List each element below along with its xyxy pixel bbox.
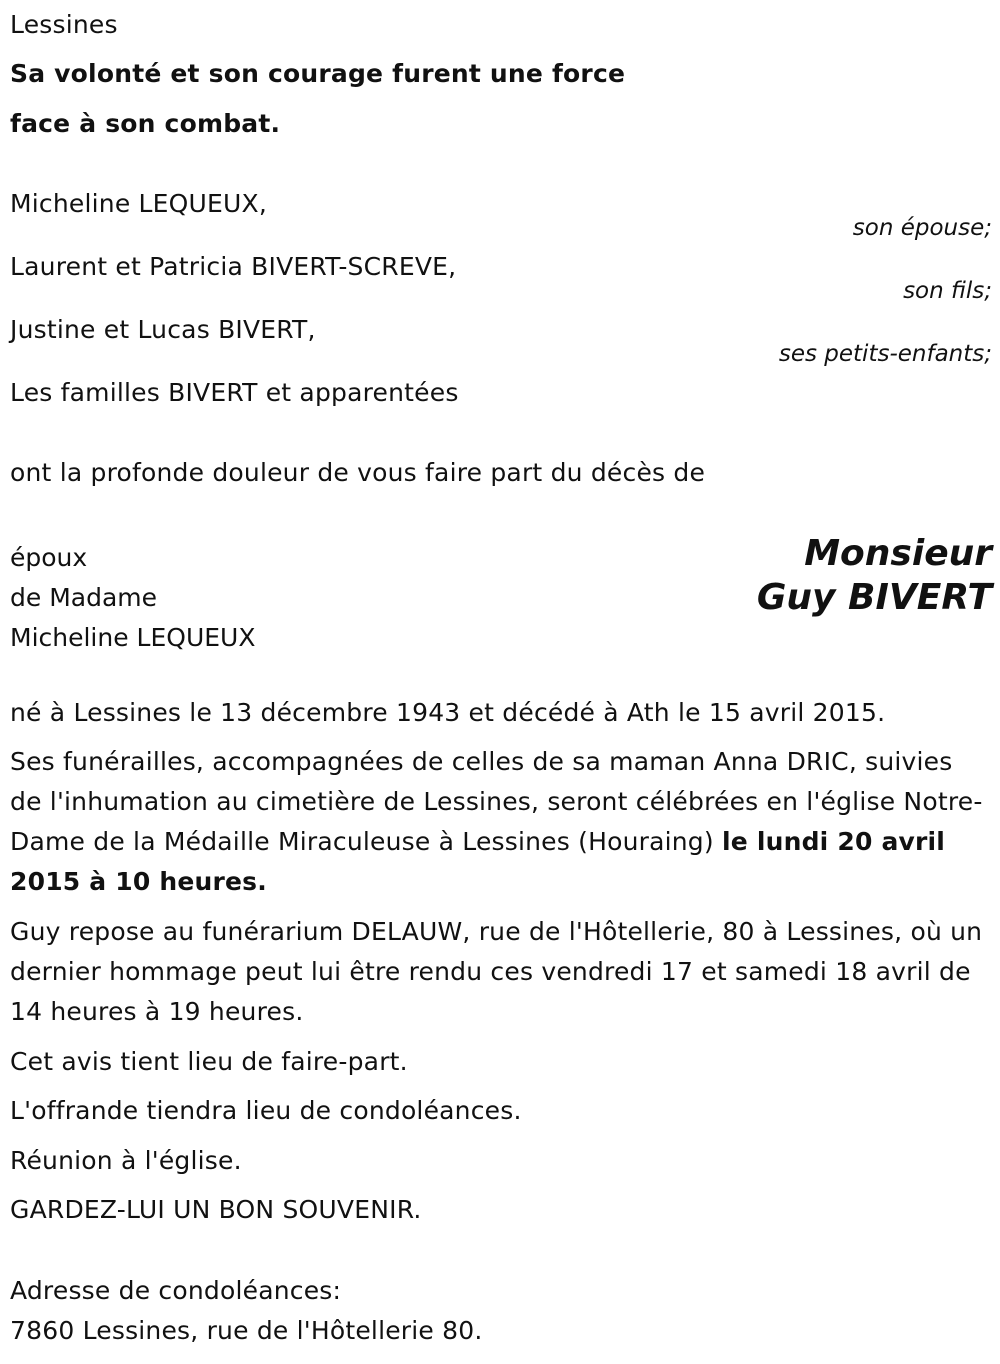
motto-line-2: face à son combat. (10, 109, 281, 138)
family-member-name: Justine et Lucas BIVERT, (10, 315, 316, 344)
note-line: Cet avis tient lieu de faire-part. (10, 1047, 408, 1076)
obituary-notice (10, 0, 992, 1364)
note-line: GARDEZ-LUI UN BON SOUVENIR. (10, 1195, 422, 1224)
spouse-line: de Madame (10, 583, 158, 612)
deceased-name-block (757, 532, 992, 620)
family-member-relation: ses petits-enfants; (778, 341, 992, 367)
funeral-paragraph (10, 742, 992, 902)
condolences-address: 7860 Lessines, rue de l'Hôtellerie 80. (10, 1316, 483, 1345)
location-header: Lessines (10, 10, 118, 39)
spouse-line: époux (10, 543, 88, 572)
visitation-paragraph: Guy repose au funérarium DELAUW, rue de l'Hôtellerie, 80 à Lessines, où un dernier hommage peut lui être rendu ces vendredi 17 et samedi 18 avril de 14 heures à 19 heures. (10, 917, 983, 1026)
funeral-date: le lundi 20 avril 2015 à 10 heures. (10, 827, 946, 896)
announcement-text: ont la profonde douleur de vous faire part du décès de (10, 458, 706, 487)
family-member-relation: son épouse; (852, 215, 992, 241)
family-member-name: Les familles BIVERT et apparentées (10, 378, 459, 407)
motto-line-1: Sa volonté et son courage furent une force (10, 59, 626, 88)
condolences-label: Adresse de condoléances: (10, 1276, 342, 1305)
deceased-name: Guy BIVERT (756, 577, 992, 618)
birth-death-text: né à Lessines le 13 décembre 1943 et décédé à Ath le 15 avril 2015. (10, 698, 886, 727)
note-line: Réunion à l'église. (10, 1146, 242, 1175)
family-member-name: Micheline LEQUEUX, (10, 189, 268, 218)
spouse-line: Micheline LEQUEUX (10, 623, 256, 652)
spouse-info (10, 538, 255, 658)
family-member-relation: son fils; (903, 278, 992, 304)
family-member-name: Laurent et Patricia BIVERT-SCREVE, (10, 252, 457, 281)
funeral-text: Ses funérailles, accompagnées de celles de sa maman Anna DRIC, suivies de l'inhumation au cimetière de Lessines, seront célébrées en l'église Notre-Dame de la Médaille Miraculeuse à Lessines (Houraing) (10, 747, 983, 856)
deceased-title: Monsieur (804, 533, 992, 574)
note-line: L'offrande tiendra lieu de condoléances. (10, 1096, 522, 1125)
